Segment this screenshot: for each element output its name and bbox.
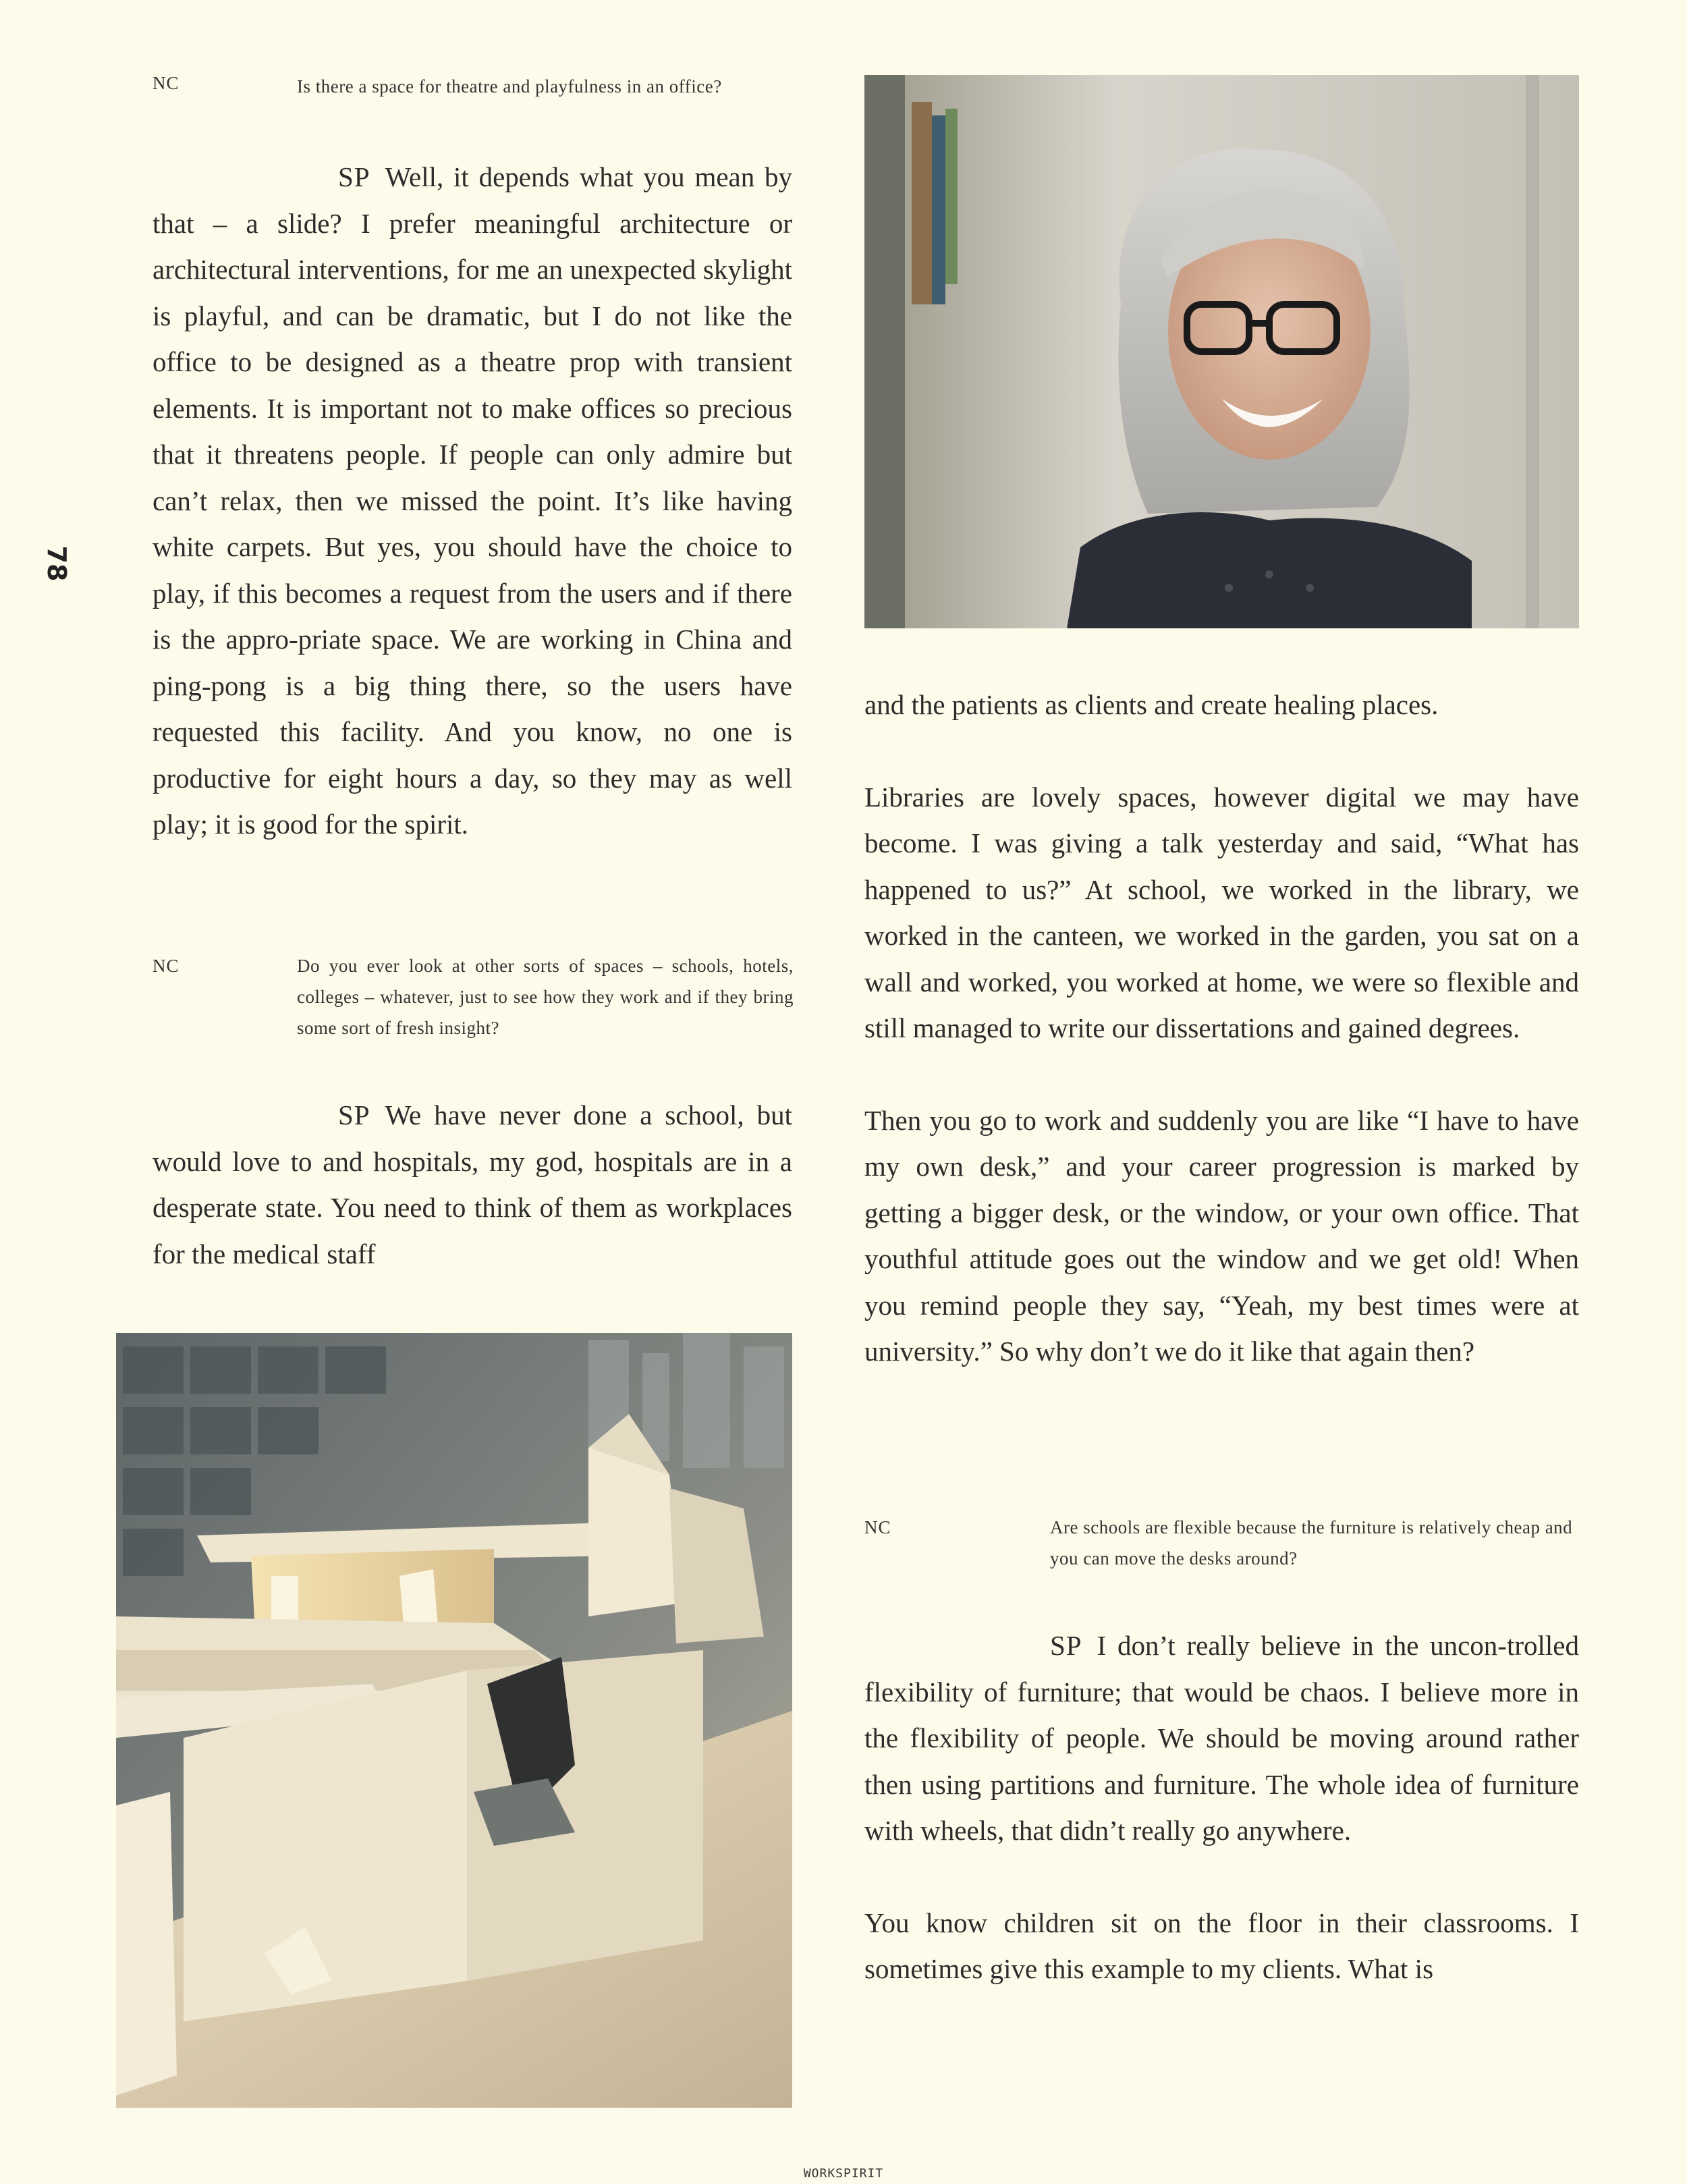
portrait-photo [864,75,1579,628]
question-1-speaker: NC [153,73,179,93]
architectural-model-image [116,1333,792,2108]
portrait-image [864,75,1579,628]
answer-3-text: I don’t really believe in the uncon-trolled flexibility of furniture; that would be chaos. I believe more in the flexibility of people. We should be moving around rather then using partitions and furniture. The whole idea of furniture with wheels, that didn’t really go anywhere. [864,1630,1579,1846]
answer-2-paragraph [153,1092,792,1277]
answer-3 [864,1622,1579,1992]
answer-1-text: Well, it depends what you mean by that – a slide? I prefer meaningful architecture or architectural interventions, for me an unexpected skylight is playful, and can be dramatic, but I do not like the office to be designed as a theatre prop with transient elements. It is important not to make offices so precious that it threatens people. If people can only admire but can’t relax, then we missed the point. It’s like having white carpets. But yes, you should have the choice to play, if this becomes a request from the users and if there is the appro-priate space. We are working in China and ping-pong is a big thing there, so the users have requested this facility. And you know, no one is productive for eight hours a day, so they may as well play; it is good for the spirit. [153,161,792,840]
paragraph-libraries: Libraries are lovely spaces, however digital we may have become. I was giving a talk yesterday and said, “What has happened to us?” At school, we worked in the library, we worked in the canteen, we worked in the garden, you sat on a wall and worked, you worked at home, we were so flexible and still managed to write our dissertations and gained degrees. [864,781,1579,1043]
answer-2-continued [864,682,1579,1375]
answer-3-speaker: SP [1050,1630,1082,1661]
question-2-speaker: NC [153,956,179,976]
answer-1-paragraph [153,154,792,848]
footer-magazine-name: WORKSPIRIT [803,2166,884,2181]
paragraph-children: You know children sit on the floor in their classrooms. I sometimes give this example to my clients. What is [864,1907,1579,1984]
question-1-text: Is there a space for theatre and playfulness in an office? [297,76,722,97]
question-3-speaker: NC [864,1517,891,1537]
paragraph-work: Then you go to work and suddenly you are like “I have to have my own desk,” and your career progression is marked by getting a bigger desk, or the window, or your own office. That youthful attitude goes out the window and we get old! When you remind people they say, “Yeah, my best times were at university.” So why don’t we do it like that again then? [864,1104,1579,1367]
page-number: 78 [42,545,72,582]
question-3 [864,1512,1579,1574]
answer-2-text: We have never done a school, but would love to and hospitals, my god, hospitals are in a desperate state. You need to think of them as workplaces for the medical staff [153,1099,792,1270]
answer-2-speaker: SP [338,1099,370,1130]
answer-1-speaker: SP [338,161,370,192]
question-1 [153,73,794,100]
question-2-text: Do you ever look at other sorts of spaces – schools, hotels, colleges – whatever, just to see how they work and if they bring some sort of fresh insight? [297,956,794,1038]
question-3-text: Are schools are flexible because the furniture is relatively cheap and you can move the desks around? [1050,1517,1573,1568]
answer-1 [153,154,792,848]
architectural-model-photo [116,1333,792,2108]
question-2 [153,950,794,1043]
answer-2-continued-text: and the patients as clients and create healing places. [864,689,1439,720]
answer-3-paragraph [864,1622,1579,1854]
answer-2 [153,1092,792,1277]
